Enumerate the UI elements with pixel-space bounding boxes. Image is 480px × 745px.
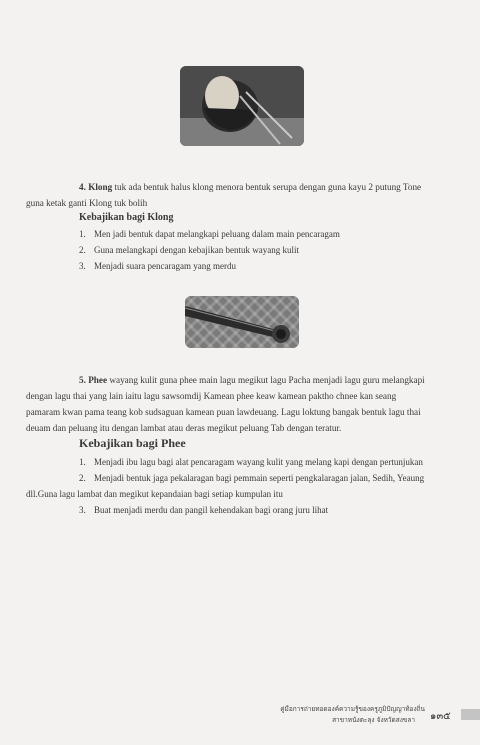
footer-subtitle: สาขาหนังตะลุง จังหวัดสงขลา — [332, 716, 415, 724]
phee-list-item: 1. Menjadi ibu lagu bagi alat pencaragam wayang kulit yang melang kapi dengan pertunjukan — [79, 457, 423, 467]
phee-flute-illustration — [185, 296, 299, 348]
phee-list-item: 3. Buat menjadi merdu dan pangil kehendakan bagi orang juru lihat — [79, 505, 329, 515]
phee-paragraph-line: deuam dan peluang itu dengan lambat atau deras megikut peluang Tab dengan teratur. — [26, 423, 342, 433]
klong-list-item: 2. Guna melangkapi dengan kebajikan bentuk wayang kulit — [79, 245, 299, 255]
phee-title: 5. Phee — [79, 375, 108, 385]
phee-flute-photo — [185, 296, 299, 348]
phee-list-item-cont: dll.Guna lagu lambat dan megikut kepandaian bagi setiap kumpulan itu — [26, 489, 283, 499]
klong-drum-illustration — [180, 66, 304, 146]
phee-list-item: 2. Menjadi bentuk jaga pekalaragan bagi pemmain seperti pengkalaragan jalan, Sedih, Yeaung — [79, 473, 425, 483]
phee-paragraph-line: dengan lagu thai yang lain iaitu lagu sawsomdij Kamean phee keaw kamean paktho chnee kan seang — [26, 391, 397, 401]
klong-paragraph-text: tuk ada bentuk halus klong menora bentuk serupa dengan guna kayu 2 putung Tone — [112, 182, 422, 192]
klong-list-item: 3. Menjadi suara pencaragam yang merdu — [79, 261, 236, 271]
klong-subheading: Kebajikan bagi Klong — [79, 212, 174, 223]
phee-subheading: Kebajikan bagi Phee — [79, 436, 186, 450]
klong-drum-photo — [180, 66, 304, 146]
klong-title: 4. Klong — [79, 182, 113, 192]
klong-paragraph — [79, 180, 459, 195]
page-tab-marker — [461, 709, 480, 720]
footer-title: คู่มือการถ่ายทอดองค์ความรู้ของครูภูมิปัญญาท้องถิ่น — [280, 705, 425, 713]
klong-list-item: 1. Men jadi bentuk dapat melangkapi peluang dalam main pencaragam — [79, 229, 340, 239]
phee-paragraph-line: pamaram kwan pama teang kob sudsaguan kamean puan lawdeuang. Lagu loktung bangak bentuk lagu thai — [26, 407, 421, 417]
klong-paragraph-cont: guna ketak ganti Klong tuk bolih — [26, 198, 148, 208]
phee-paragraph: 5. Phee wayang kulit guna phee main lagu megikut lagu Pacha menjadi lagu guru melangkapi — [79, 375, 425, 385]
page-number: ๑๓๕ — [430, 711, 451, 722]
